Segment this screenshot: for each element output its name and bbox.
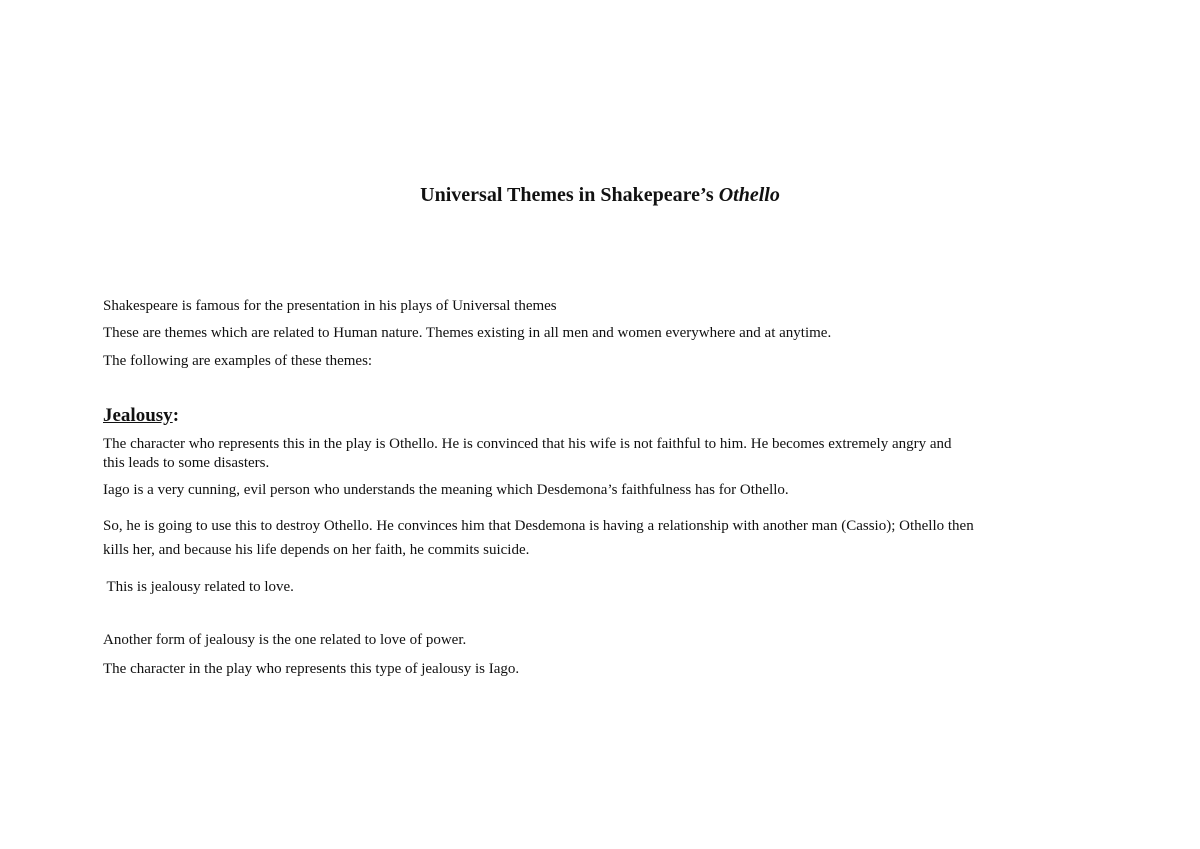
- title-main-text: Universal Themes in Shakepeare’s: [420, 184, 719, 206]
- intro-line-3: The following are examples of these themes:: [103, 353, 373, 369]
- body-line-2: this leads to some disasters.: [103, 455, 270, 471]
- section-heading: [103, 404, 179, 428]
- body-line-7: Another form of jealousy is the one related to love of power.: [103, 632, 467, 648]
- document-title: [0, 184, 1200, 207]
- body-line-1: The character who represents this in the play is Othello. He is convinced that his wife is not faithful to him. He becomes extremely angry and: [103, 436, 952, 452]
- section-heading-text: Jealousy: [103, 405, 173, 426]
- body-line-5: kills her, and because his life depends on her faith, he commits suicide.: [103, 542, 530, 558]
- body-line-4: So, he is going to use this to destroy Othello. He convinces him that Desdemona is having a relationship with another man (Cassio); Othello then: [103, 518, 974, 534]
- intro-line-2: These are themes which are related to Human nature. Themes existing in all men and women everywhere and at anytime.: [103, 325, 832, 341]
- section-heading-colon: :: [172, 405, 180, 426]
- body-line-3: Iago is a very cunning, evil person who understands the meaning which Desdemona’s faithfulness has for Othello.: [103, 482, 789, 498]
- body-line-8: The character in the play who represents this type of jealousy is Iago.: [103, 661, 520, 677]
- title-italic-text: Othello: [718, 184, 780, 206]
- body-line-6: This is jealousy related to love.: [103, 579, 294, 595]
- intro-line-1: Shakespeare is famous for the presentation in his plays of Universal themes: [103, 298, 557, 314]
